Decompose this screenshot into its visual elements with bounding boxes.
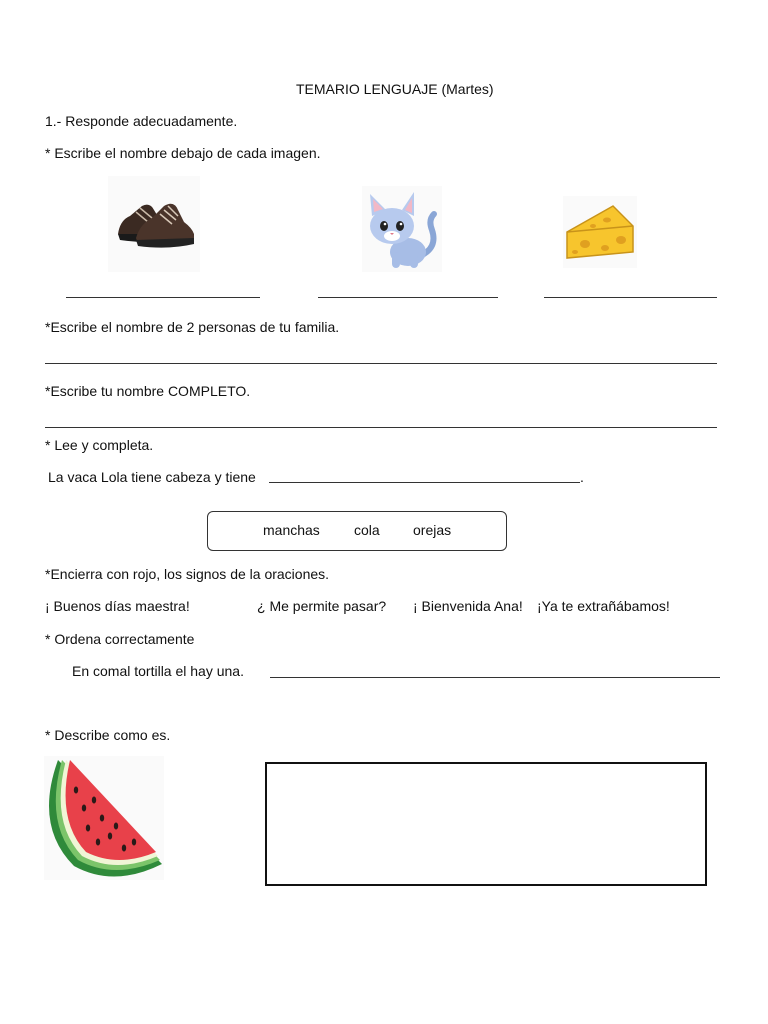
name-instruction: *Escribe tu nombre COMPLETO. [45, 383, 251, 399]
shoes-answer-line[interactable] [66, 297, 260, 298]
read-sentence: La vaca Lola tiene cabeza y tiene [48, 469, 256, 485]
order-answer-line[interactable] [270, 677, 720, 678]
word-option: orejas [413, 522, 452, 538]
read-end-punct: . [580, 469, 584, 485]
order-instruction: * Ordena correctamente [45, 631, 195, 647]
section-heading: 1.- Responde adecuadamente. [45, 113, 238, 129]
signs-instruction: *Encierra con rojo, los signos de la oraciones. [45, 566, 330, 582]
read-instruction: * Lee y completa. [45, 437, 154, 453]
describe-instruction: * Describe como es. [45, 727, 171, 743]
sign-sentence: ¿ Me permite pasar? [257, 598, 387, 614]
order-phrase: En comal tortilla el hay una. [72, 663, 244, 679]
watermelon-icon [44, 756, 164, 880]
word-option: cola [354, 522, 380, 538]
cat-icon [362, 186, 442, 272]
cheese-answer-line[interactable] [544, 297, 717, 298]
sign-sentence: ¡ Bienvenida Ana! [413, 598, 523, 614]
page-title: TEMARIO LENGUAJE (Martes) [296, 81, 494, 97]
read-answer-line[interactable] [269, 482, 580, 483]
sign-sentence: ¡ Buenos días maestra! [45, 598, 190, 614]
cat-answer-line[interactable] [318, 297, 498, 298]
name-answer-line[interactable] [45, 427, 717, 428]
sign-sentence: ¡Ya te extrañábamos! [537, 598, 670, 614]
word-options-box [207, 511, 507, 551]
family-answer-line[interactable] [45, 363, 717, 364]
word-option: manchas [263, 522, 320, 538]
family-instruction: *Escribe el nombre de 2 personas de tu familia. [45, 319, 340, 335]
describe-answer-box[interactable] [265, 762, 707, 886]
images-instruction: * Escribe el nombre debajo de cada imagen. [45, 145, 321, 161]
shoes-icon [108, 176, 200, 272]
cheese-icon [563, 196, 637, 268]
